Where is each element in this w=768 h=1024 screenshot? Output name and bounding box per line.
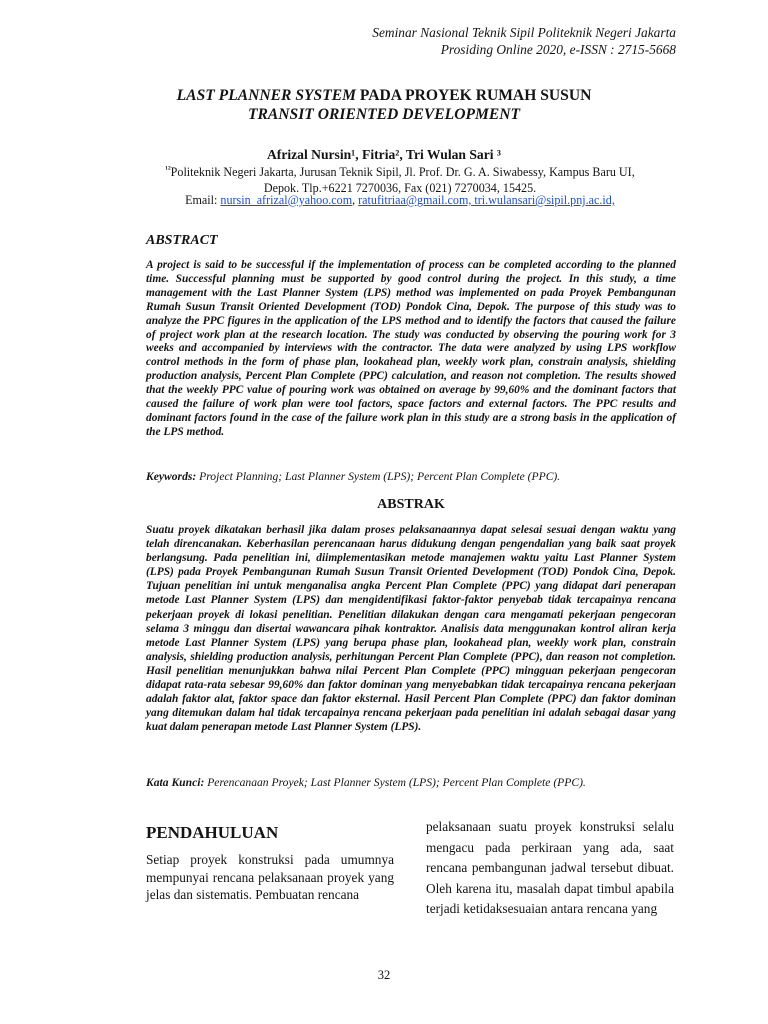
affiliation-marker: ¹² [165, 164, 171, 174]
paper-title [120, 86, 648, 124]
title-italic-part: LAST PLANNER SYSTEM [176, 87, 356, 104]
kata-kunci-list: Perencanaan Proyek; Last Planner System (LPS); Percent Plan Complete (PPC). [204, 776, 586, 789]
affiliation [140, 162, 660, 196]
running-header [372, 24, 676, 58]
abstract-text: A project is said to be successful if the implementation of process can be completed according to the planned time. Successful planning must be supported by good control during the project. In this study, a time management with the Last Planner System (LPS) method was implemented on pada Proyek Pembangunan Rumah Susun Transit Oriented Development (TOD) Pondok Cina, Depok. The purpose of this study was to analyze the PPC figures in the application of the LPS method and to identify the factors that caused the failure of project work plan at the research location. The study was conducted by observing the pouring work for 3 weeks and accompanied by interviews with the contractor. The data were analyzed by using LPS workflow control methods in the form of phase plan, lookahead plan, weekly work plan, constrain analysis, shielding production analysis, Percent Plan Complete (PPC) calculation, and reason not completion. The results showed that the weekly PPC value of pouring work was obtained on average by 99,60% and the dominant factors that caused the failure of work plan were tool factors, space factors and external factors. The PPC results and dominant factors found in the case of the failure work plan in this study are a strong basis in the application of the LPS method. [146, 259, 676, 438]
body-column-left: Setiap proyek konstruksi pada umumnya mempunyai rencana pelaksanaan proyek yang jelas dan sistematis. Pembuatan rencana [146, 852, 394, 903]
keywords-list: Project Planning; Last Planner System (LPS); Percent Plan Complete (PPC). [196, 470, 561, 483]
header-seminar-name: Seminar Nasional Teknik Sipil Politeknik Negeri Jakarta [372, 25, 676, 40]
title-line-2: TRANSIT ORIENTED DEVELOPMENT [247, 106, 521, 123]
title-rest: PADA PROYEK RUMAH SUSUN [356, 87, 592, 104]
email-link-1[interactable]: nursin_afrizal@yahoo.com [220, 193, 353, 207]
title-line-1 [120, 86, 648, 105]
abstrak-text: Suatu proyek dikatakan berhasil jika dalam proses pelaksanaannya dapat selesai sesuai dengan waktu yang telah direncanakan. Keberhasilan perencanaan harus didukung dengan pengendalian yang baik saat proyek berlangsung. Pada penelitian ini, diimplementasikan metode manajemen waktu yaitu Last Planner System (LPS) pada Proyek Pembangunan Rumah Susun Transit Oriented Development (TOD) Pondok Cina, Depok. Tujuan penelitian ini untuk menganalisa angka Percent Plan Complete (PPC) yang didapat dari penerapan metode Last Planner System (LPS) dan mengidentifikasi faktor-faktor penyebab tidak tercapainya rencana pekerjaan proyek di lokasi penelitian. Penelitian dilakukan dengan cara mengamati pekerjaan pengecoran selama 3 minggu dan disertai wawancara pihak kontraktor. Analisis data menggunakan kontrol aliran kerja metode Last Planner System (LPS) yang berupa phase plan, lookahead plan, weekly work plan, constrain analysis, shielding production analysis, perhitungan Percent Plan Complete (PPC), dan reason not completion. Hasil penelitian menunjukkan bahwa nilai Percent Plan Complete (PPC) mingguan pekerjaan pengecoran didapat rata-rata sebesar 99,60% dan faktor dominan yang menyebabkan tidak tercapainya rencana pekerjaan adalah faktor alat, faktor space dan faktor eksternal. Hasil Percent Plan Complete (PPC) dan faktor dominan yang ditemukan dalam hal tidak tercapainya rencana pekerjaan pada penelitian ini adalah sebagai dasar yang kuat dalam penerapan metode Last Planner System (LPS). [146, 524, 676, 734]
kata-kunci [146, 776, 676, 790]
header-proceeding-info: Prosiding Online 2020, e-ISSN : 2715-5668 [440, 42, 676, 57]
affiliation-line-2: Depok. Tlp.+6221 7270036, Fax (021) 7270034, 15425. [263, 180, 537, 195]
email-link-2[interactable]: ratufitriaa@gmail.com, tri.wulansari@sipil.pnj.ac.id, [358, 193, 615, 207]
kata-kunci-label: Kata Kunci: [146, 776, 205, 789]
affiliation-line-1: Politeknik Negeri Jakarta, Jurusan Teknik Sipil, Jl. Prof. Dr. G. A. Siwabessy, Kampus Baru UI, [170, 165, 635, 179]
email-label: Email: [185, 193, 221, 207]
email-line: Email: nursin_afrizal@yahoo.com, ratufitriaa@gmail.com, tri.wulansari@sipil.pnj.ac.id, [185, 193, 615, 207]
body-column-right: pelaksanaan suatu proyek konstruksi selalu mengacu pada perkiraan yang ada, saat rencana pembangunan jadwal tersebut dibuat. Oleh karena itu, masalah dapat timbul apabila terjadi ketidaksesuaian antara rencana yang [426, 819, 674, 916]
author-list: Afrizal Nursin¹, Fitria², Tri Wulan Sari ³ [266, 147, 501, 162]
abstract-heading: ABSTRACT [146, 233, 218, 248]
keywords [146, 470, 676, 484]
page-number: 32 [377, 968, 391, 982]
abstrak-heading: ABSTRAK [377, 497, 445, 512]
keywords-label: Keywords: [146, 470, 197, 483]
section-heading-pendahuluan: PENDAHULUAN [146, 823, 279, 842]
